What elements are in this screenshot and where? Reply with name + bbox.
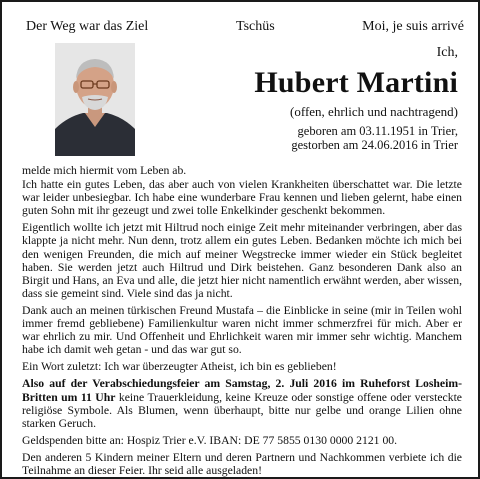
obituary-text xyxy=(22,164,462,479)
ceremony-details: Also auf der Verabschiedungsfeier am Samstag, 2. Juli 2016 im Ruheforst Losheim-Britten um 11 Uhr xyxy=(22,377,462,404)
portrait-photo xyxy=(55,43,135,156)
paragraph-donations: Geldspenden bitte an: Hospiz Trier e.V. IBAN: DE 77 5855 0130 0000 2121 00. xyxy=(22,433,398,447)
paragraph-ceremony xyxy=(22,377,462,429)
motto-row xyxy=(22,19,464,37)
death-info: gestorben am 24.06.2016 in Trier xyxy=(291,138,458,152)
paragraph-thanks: Eigentlich wollte ich jetzt mit Hiltrud noch einige Zeit mehr miteinander verbringen, aber das klappte ja nicht mehr. Nun denn, trotz allem ein gutes Leben. Bedanken möchte ich mich bei den wenigen Freunden, die mich auf meiner Wegstrecke immer wieder ein Stück begleitet haben. Sie werden jetzt auch Hiltrud und Dirk beistehen. Ganz besonderen Dank also an Birgit und Hans, an Eva und alle, die jetzt hier nicht namentlich erwähnt werden, aber wissen, dass sie gemeint sind. Viele sind das ja nicht. xyxy=(22,221,462,300)
motto-center: Tschüs xyxy=(236,19,275,34)
motto-left: Der Weg war das Ziel xyxy=(26,19,149,34)
paragraph-mustafa: Dank auch an meinen türkischen Freund Mustafa – die Einblicke in seine (mir in Teilen wohl immer fremd gebliebene) Familienkultur waren nicht immer schmerzfrei für mich. Aber er war ehrlich zu mir. Und Offenheit und Ehrlichkeit waren mir immer sehr wichtig. Manchem habe ich damit weh getan - und das war gut so. xyxy=(22,303,462,357)
ich-label: Ich, xyxy=(436,45,458,60)
paragraph-atheist: Ein Wort zuletzt: Ich war überzeugter Atheist, ich bin es geblieben! xyxy=(22,360,337,374)
portrait-illustration xyxy=(55,43,135,156)
paragraph-life: Ich hatte ein gutes Leben, das aber auch von vielen Krankheiten überschattet war. Die letzte war leider unbesiegbar. Ich habe eine wunderbare Frau kennen und lieben gelernt, habe einen guten Sohn mit ihr gezeugt und zwei tolle Enkelkinder geschenkt bekommen. xyxy=(22,178,462,218)
birth-info: geboren am 03.11.1951 in Trier, xyxy=(297,124,458,138)
paragraph-intro: melde mich hiermit vom Leben ab. xyxy=(22,164,187,177)
paragraph-siblings: Den anderen 5 Kindern meiner Eltern und deren Partnern und Nachkommen verbiete ich die Teilnahme an dieser Feier. Ihr seid alle ausgeladen! xyxy=(22,450,462,477)
person-name: Hubert Martini xyxy=(254,66,458,99)
person-subtitle: (offen, ehrlich und nachtragend) xyxy=(290,104,458,119)
ceremony-instructions: keine Trauerkleidung, keine Kreuze oder sonstige offene oder versteckte religiöse Symbole. Als Blumen, wenn überhaupt, bitte nur gelbe und orange Lilien ohne starken Geruch. xyxy=(22,390,462,430)
motto-right: Moi, je suis arrivé xyxy=(362,19,464,34)
